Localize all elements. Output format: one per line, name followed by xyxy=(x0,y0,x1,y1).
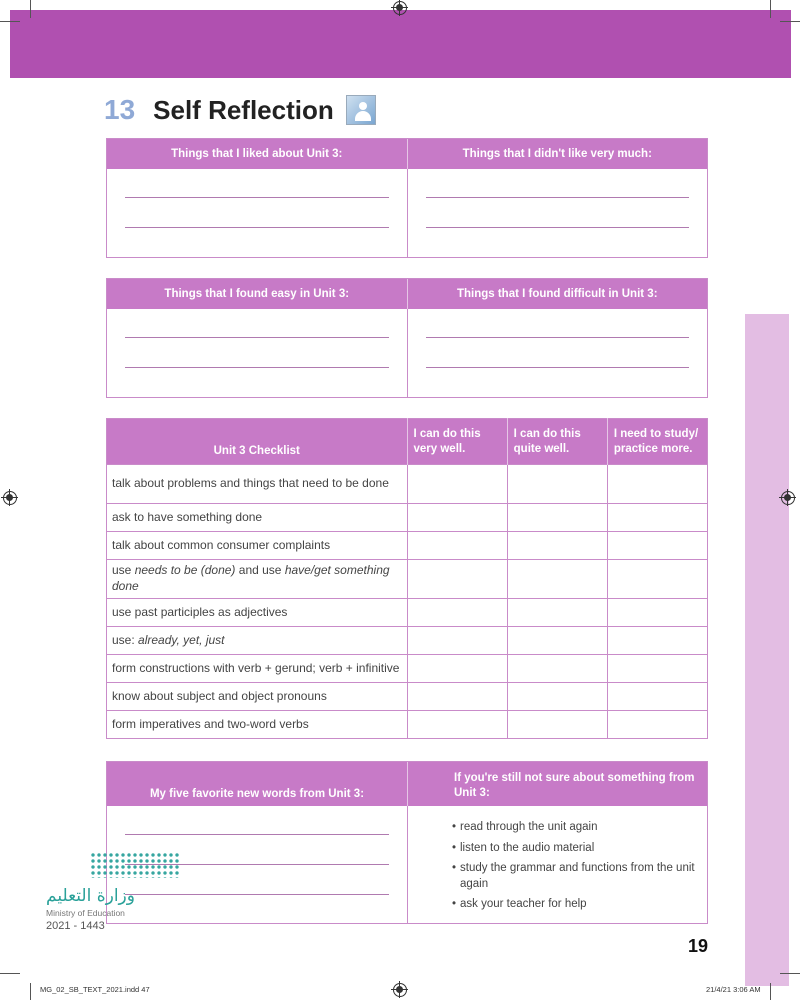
not-sure-heading: If you're still not sure about something from Unit 3: xyxy=(407,762,707,806)
list-item: • study the grammar and functions from the unit again xyxy=(452,861,707,892)
table-row xyxy=(107,711,708,739)
page-title xyxy=(104,92,376,128)
check-cell[interactable] xyxy=(407,627,507,655)
check-cell[interactable] xyxy=(607,560,707,599)
writing-line[interactable] xyxy=(125,227,389,228)
table-row xyxy=(107,504,708,532)
checklist-heading: Unit 3 Checklist xyxy=(107,419,408,465)
table-row xyxy=(107,599,708,627)
table-row xyxy=(107,683,708,711)
registration-mark-icon xyxy=(781,491,795,505)
check-cell[interactable] xyxy=(607,532,707,560)
checklist-item: form imperatives and two-word verbs xyxy=(107,711,408,739)
easy-heading: Things that I found easy in Unit 3: xyxy=(164,288,350,300)
easy-answer-area[interactable] xyxy=(107,309,407,397)
table-row xyxy=(107,560,708,599)
table-row xyxy=(107,465,708,504)
col-very-well: I can do this very well. xyxy=(407,419,507,465)
checklist-item: know about subject and object pronouns xyxy=(107,683,408,711)
writing-line[interactable] xyxy=(426,367,690,368)
check-cell[interactable] xyxy=(507,465,607,504)
col-quite-well: I can do this quite well. xyxy=(507,419,607,465)
check-cell[interactable] xyxy=(407,711,507,739)
check-cell[interactable] xyxy=(407,599,507,627)
checklist-header-row xyxy=(107,419,708,465)
check-cell[interactable] xyxy=(607,465,707,504)
favorite-words-heading: My five favorite new words from Unit 3: xyxy=(149,788,365,800)
crop-mark xyxy=(0,21,20,22)
check-cell[interactable] xyxy=(607,599,707,627)
unit-checklist-table xyxy=(106,418,708,739)
checklist-item: use past participles as adjectives xyxy=(107,599,408,627)
writing-line[interactable] xyxy=(125,197,389,198)
check-cell[interactable] xyxy=(507,504,607,532)
crop-mark xyxy=(780,21,800,22)
crop-mark xyxy=(770,983,771,1000)
checklist-item: use: already, yet, just xyxy=(107,627,408,655)
writing-line[interactable] xyxy=(426,337,690,338)
ministry-name-arabic: وزارة التعليم xyxy=(46,886,135,906)
edition-year: 2021 - 1443 xyxy=(46,920,105,932)
registration-mark-icon xyxy=(393,983,407,997)
check-cell[interactable] xyxy=(407,532,507,560)
tips-area xyxy=(407,806,707,923)
crop-mark xyxy=(780,973,800,974)
crop-mark xyxy=(30,983,31,1000)
table-row xyxy=(107,627,708,655)
check-cell[interactable] xyxy=(507,711,607,739)
page-number: 19 xyxy=(688,936,709,956)
writing-line[interactable] xyxy=(125,834,389,835)
ministry-name-english: Ministry of Education xyxy=(46,908,125,918)
footer-file-name: MG_02_SB_TEXT_2021.indd 47 xyxy=(40,985,150,994)
col-study-more: I need to study/ practice more. xyxy=(607,419,707,465)
check-cell[interactable] xyxy=(507,627,607,655)
easy-difficult-box xyxy=(106,278,708,398)
check-cell[interactable] xyxy=(407,683,507,711)
writing-line[interactable] xyxy=(426,197,690,198)
list-item: • read through the unit again xyxy=(452,820,707,836)
checklist-item: ask to have something done xyxy=(107,504,408,532)
check-cell[interactable] xyxy=(407,504,507,532)
self-reflection-icon xyxy=(346,95,376,125)
liked-answer-area[interactable] xyxy=(107,169,407,257)
crop-mark xyxy=(30,0,31,18)
writing-line[interactable] xyxy=(125,337,389,338)
check-cell[interactable] xyxy=(507,532,607,560)
difficult-answer-area[interactable] xyxy=(407,309,708,397)
ministry-logo-dots-icon xyxy=(90,852,180,878)
liked-box xyxy=(106,138,708,258)
list-item: • listen to the audio material xyxy=(452,841,707,857)
check-cell[interactable] xyxy=(507,655,607,683)
title-text: Self Reflection xyxy=(153,94,334,125)
liked-heading: Things that I liked about Unit 3: xyxy=(171,148,343,160)
footer-timestamp: 21/4/21 3:06 AM xyxy=(706,985,761,994)
checklist-item: talk about problems and things that need to be done xyxy=(107,465,408,504)
ministry-logo xyxy=(46,852,186,932)
check-cell[interactable] xyxy=(407,560,507,599)
checklist-item: use needs to be (done) and use have/get something done xyxy=(107,560,408,599)
check-cell[interactable] xyxy=(507,560,607,599)
crop-mark xyxy=(0,973,20,974)
check-cell[interactable] xyxy=(507,599,607,627)
check-cell[interactable] xyxy=(507,683,607,711)
favorites-help-box xyxy=(106,761,708,924)
crop-mark xyxy=(770,0,771,18)
checklist-item: form constructions with verb + gerund; verb + infinitive xyxy=(107,655,408,683)
check-cell[interactable] xyxy=(607,711,707,739)
top-color-band xyxy=(10,10,791,78)
disliked-heading: Things that I didn't like very much: xyxy=(407,139,708,169)
check-cell[interactable] xyxy=(407,655,507,683)
writing-line[interactable] xyxy=(125,367,389,368)
difficult-heading: Things that I found difficult in Unit 3: xyxy=(407,279,708,309)
registration-mark-icon xyxy=(3,491,17,505)
check-cell[interactable] xyxy=(607,504,707,532)
section-number: 13 xyxy=(104,94,136,125)
tips-list xyxy=(452,820,707,913)
table-row xyxy=(107,532,708,560)
disliked-answer-area[interactable] xyxy=(407,169,708,257)
checklist-item: talk about common consumer complaints xyxy=(107,532,408,560)
check-cell[interactable] xyxy=(607,627,707,655)
check-cell[interactable] xyxy=(407,465,507,504)
list-item: • ask your teacher for help xyxy=(452,897,707,913)
check-cell[interactable] xyxy=(607,683,707,711)
check-cell[interactable] xyxy=(607,655,707,683)
side-color-tab xyxy=(745,314,789,986)
table-row xyxy=(107,655,708,683)
registration-mark-icon xyxy=(393,1,407,15)
writing-line[interactable] xyxy=(426,227,690,228)
